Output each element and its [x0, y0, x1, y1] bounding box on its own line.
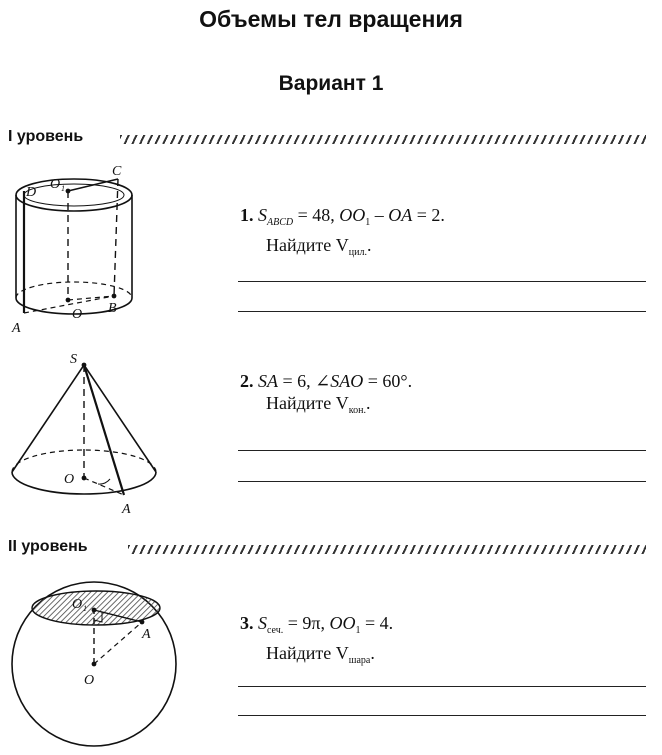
variant-title: Вариант 1 [278, 72, 384, 95]
problem-2 [240, 370, 412, 422]
cone-figure-icon [6, 345, 164, 520]
problem-3-condition: 3. $S_{сеч.} = 9\pi$, $OO_1 = 4$. [240, 613, 394, 636]
problem-2-question: Найдите $V_{кон.}$. [266, 393, 371, 416]
answer-line [238, 715, 646, 716]
hatch-divider-icon [128, 545, 646, 554]
label-a: A [122, 502, 131, 517]
label-d: D [26, 185, 37, 200]
label-a: A [142, 627, 151, 642]
label-c: C [112, 164, 122, 179]
label-o: O [64, 472, 75, 487]
label-o1-sub: 1 [83, 604, 87, 613]
label-o: O [72, 307, 83, 322]
label-b: B [108, 301, 117, 316]
answer-line [238, 481, 646, 482]
cylinder-figure-icon [6, 158, 141, 340]
page-title: Объемы тел вращения [199, 6, 463, 32]
answer-line [238, 281, 646, 282]
problem-2-condition: 2. SA = 6, ∠SAO = 60°. [240, 371, 413, 391]
label-o1: O [50, 177, 61, 192]
label-o1: O [72, 597, 83, 612]
problem-1-question: Найдите $V_{цил.}$. [266, 235, 372, 258]
problem-3-question: Найдите $V_{шара}$. [266, 643, 375, 666]
label-a: A [12, 321, 21, 336]
label-o: O [84, 673, 95, 688]
level-2-heading: II уровень [8, 538, 88, 555]
answer-line [238, 686, 646, 687]
hatch-divider-icon [120, 135, 646, 144]
answer-line [238, 450, 646, 451]
sphere-figure-icon [8, 578, 180, 750]
label-s: S [70, 352, 77, 367]
problem-1-condition: 1. $S_{ABCD} = 48$, $OO_1$ – OA = 2. [240, 205, 445, 228]
problem-1 [240, 204, 445, 264]
problem-3 [240, 612, 393, 672]
label-o1-sub: 1 [61, 184, 65, 193]
level-1-heading: I уровень [8, 128, 84, 145]
answer-line [238, 311, 646, 312]
